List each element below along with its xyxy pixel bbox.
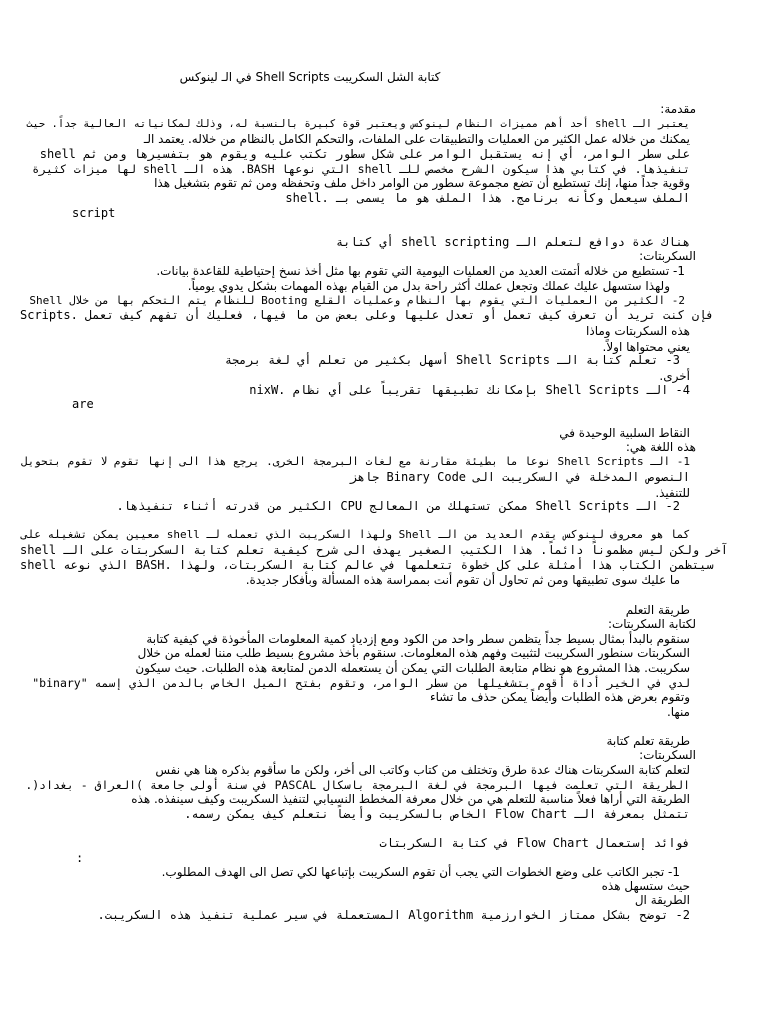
document-title: كتابة الشل السكريبت Shell Scripts في الـ لينوكس bbox=[179, 70, 441, 84]
text-line-l1-2: السكربتات سنطور السكريبت لتثبيت وفهم هذه المعلومات. سنقوم بأخذ مشروع بسيط طلب مننا لعمله من خلال bbox=[137, 646, 690, 660]
text-line-r3-1: 3- تعلم كتابة الـ Shell Scripts أسهل بكثير من تعلم أي لغة برمجة bbox=[224, 353, 680, 367]
text-line-p2-3: shell الذي نوعه BASH. سيتظمن الكتاب هذا أمثلة على كل خطوة تتعلمها في عالم كتابة السكربتات، ولهذا bbox=[20, 558, 714, 572]
text-line-r2-2: Scripts. فإن كنت تريد أن تعرف كيف تعمل أو تعدل عليها وعلى بعض من ما فيها، فعليك أن تفهم كيف تعمل bbox=[20, 308, 714, 322]
text-line-r2-4: يعني محتواها اولاً. bbox=[602, 340, 690, 354]
text-line-neg-heading-1: النقاط السلبية الوحيدة في bbox=[559, 426, 690, 440]
text-line-r1-2: ولهذا ستسهل عليك عملك وتجعل عملك أكثر راحة بدل من القيام بهذه المهمات بشكل يدوي يومياً. bbox=[187, 279, 670, 293]
text-line-p2-1: كما هو معروف لينوكس يقدم العديد من الـ Shell ولهذا السكريبت الذي تعمله لـ shell معيين يمكن تشغيله على bbox=[21, 528, 690, 541]
text-line-l1-6: منها. bbox=[666, 705, 690, 719]
text-line-p1-1: يعتبر الـ shell أحد أهم مميزات النظام لينوكس ويعتبر قوة كبيرة بالنسبة له، وذلك لمكانياته العالية جداً. حيث bbox=[26, 118, 690, 130]
text-line-m1-2: الطريقة التي تعلمت فيها البرمجة في لغة البرمجة باسكال PASCAL في سنة أولى جامعة )العراق - بغداد(. bbox=[25, 778, 690, 792]
text-line-p1-7: script bbox=[72, 206, 116, 220]
text-line-f1-3: الطريقة ال bbox=[634, 893, 690, 907]
text-line-r1-1: 1- تستطيع من خلاله أتمتت العديد من العمليات اليومية التي تقوم بها مثل أخذ نسخ إحتياطية للقاعدة بيانات. bbox=[156, 264, 685, 278]
text-line-l1-3: سكريبت. هذا المشروع هو نظام متابعة الطلبات التي يمكن أن يستعمله الدمن لمتابعة هذه الطلبات. حيث سيكون bbox=[135, 661, 690, 675]
text-line-r2-3: هذه السكربتات وماذا bbox=[586, 324, 690, 338]
text-line-method-heading-1: طريقة تعلم كتابة bbox=[606, 734, 690, 748]
text-line-f2-1: 2- توضح بشكل ممتاز الخوارزمية Algorithm المستعملة في سير عملية تنفيذ هذه السكريبت. bbox=[97, 908, 690, 922]
text-line-r4-2: are bbox=[72, 397, 94, 411]
text-line-intro-heading: مقدمة: bbox=[660, 102, 696, 116]
text-line-p1-5: وقوية جداً منها، إنك تستطيع أن تضع مجموعة سطور من الوامر داخل ملف وتحفظه ومن ثم تقوم بتشغيل هذا bbox=[154, 176, 690, 190]
text-line-p2-4: ما عليك سوى تطبيقها ومن ثم تحاول أن تقوم أنت بممراسة هذه المسألة وبأفكار جديدة. bbox=[245, 573, 680, 587]
text-line-method-heading-2: السكربتات: bbox=[639, 748, 696, 762]
text-line-reasons-heading-2: السكربتات: bbox=[639, 249, 696, 263]
text-line-l1-5: وتقوم بعرض هذه الطلبات وأيضاً يمكن حذف ما تشاء bbox=[429, 690, 690, 704]
text-line-r3-2: أخرى. bbox=[659, 369, 690, 383]
text-line-p1-4: تنفيذها. في كتابي هذا سيكون الشرح مخصص للـ shell التي نوعها BASH. هذه الـ shell لها ميزات كثيرة bbox=[32, 162, 690, 176]
text-line-n1-3: للتنفيذ. bbox=[655, 486, 690, 500]
text-line-p2-2: shell آخر ولكن ليس مظموناً دائماً. هذا الكتيب الصغير يهدف الى شرح كيفية تعلم كتابة السكربتات على الـ bbox=[20, 543, 729, 557]
text-line-m1-3: الطريقة التي أراها فعلاً مناسبة للتعلم هي من خلال معرفة المخطط النسيابي لتنفيذ السكريبت وكيف سينفذه. هذه bbox=[131, 792, 690, 806]
text-line-r4-1: 4- الـ Shell Scripts بإمكانك تطبيقها تقريباً على أي نظام .nixW bbox=[249, 383, 690, 397]
text-line-neg-heading-2: هذه اللغة هي: bbox=[625, 440, 696, 454]
text-line-learn-heading-2: لكتابة السكربتات: bbox=[607, 617, 696, 631]
text-line-l1-4: لدي في الخير أداة أقوم بتشغيلها من سطر الوامر، وتقوم بفتح الميل الخاص بالدمن الذي إسمه "binary" bbox=[32, 676, 690, 690]
text-line-m1-1: لتعلم كتابة السكربتات هناك عدة طرق وتختلف من كتاب وكاتب الى أخر، ولكن ما سأقوم بذكره هنا هي نفس bbox=[155, 763, 690, 777]
text-line-p1-3: shell على سطر الوامر، أي إنه يستقبل الوامر على شكل سطور تكتب عليه ويقوم هو بتفسيرها ومن ثم bbox=[39, 147, 690, 161]
text-line-learn-heading-1: طريقة التعلم bbox=[625, 603, 690, 617]
text-line-l1-1: سنقوم بالبدأ بمثال بسيط جداً يتظمن سطر واحد من الكود ومع إزدياد كمية المعلومات المأخوذة في كيفية كتابة bbox=[146, 632, 690, 646]
text-line-r2-1: 2- الكثير من العمليات التي يقوم بها النظام وعمليات القلع Booting للنظام يتم التحكم بها من خلال Shell bbox=[29, 294, 685, 307]
text-line-p1-2: يمكنك من خلاله عمل الكثير من العمليات والتطبيقات على الملفات، والتحكم الكامل بالنظام من خلاله. يعتمد الـ bbox=[143, 132, 690, 146]
text-line-n2-1: 2- الـ Shell Scripts ممكن تستهلك من المعالج CPU الكثير من قدرته أثناء تنفيذها. bbox=[116, 499, 680, 513]
text-line-n1-2: النصوص المدخلة في السكريبت الى Binary Code جاهز bbox=[350, 470, 690, 484]
text-line-m1-4: تتمثل بمعرفة الـ Flow Chart الخاص بالسكريبت وأيضاً نتعلم كيف يمكن رسمه. bbox=[184, 807, 690, 821]
text-line-n1-1: 1- الـ Shell Scripts نوعا ما بطيئة مقارنة مع لغات البرمجة الخرى. يرجع هذا الى إنها تقوم لا تقوم بتحويل bbox=[21, 455, 690, 468]
text-line-reasons-heading-1: هناك عدة دوافع لتعلم الـ shell scripting أي كتابة bbox=[335, 235, 690, 249]
text-line-f1-2: حيث ستسهل هذه bbox=[601, 879, 690, 893]
text-line-p1-6: الملف سيعمل وكأنه برنامج. هذا الملف هو ما يسمى بـ .shell bbox=[285, 191, 690, 205]
text-line-flow-colon: : bbox=[76, 851, 84, 865]
text-line-f1-1: 1- تجبر الكاتب على وضع الخطوات التي يجب أن تقوم السكريبت بإتباعها لكي تصل الى الهدف المطلوب. bbox=[161, 865, 680, 879]
text-line-flow-heading: فوائد إستعمال Flow Chart في كتابة السكربتات bbox=[379, 836, 690, 850]
